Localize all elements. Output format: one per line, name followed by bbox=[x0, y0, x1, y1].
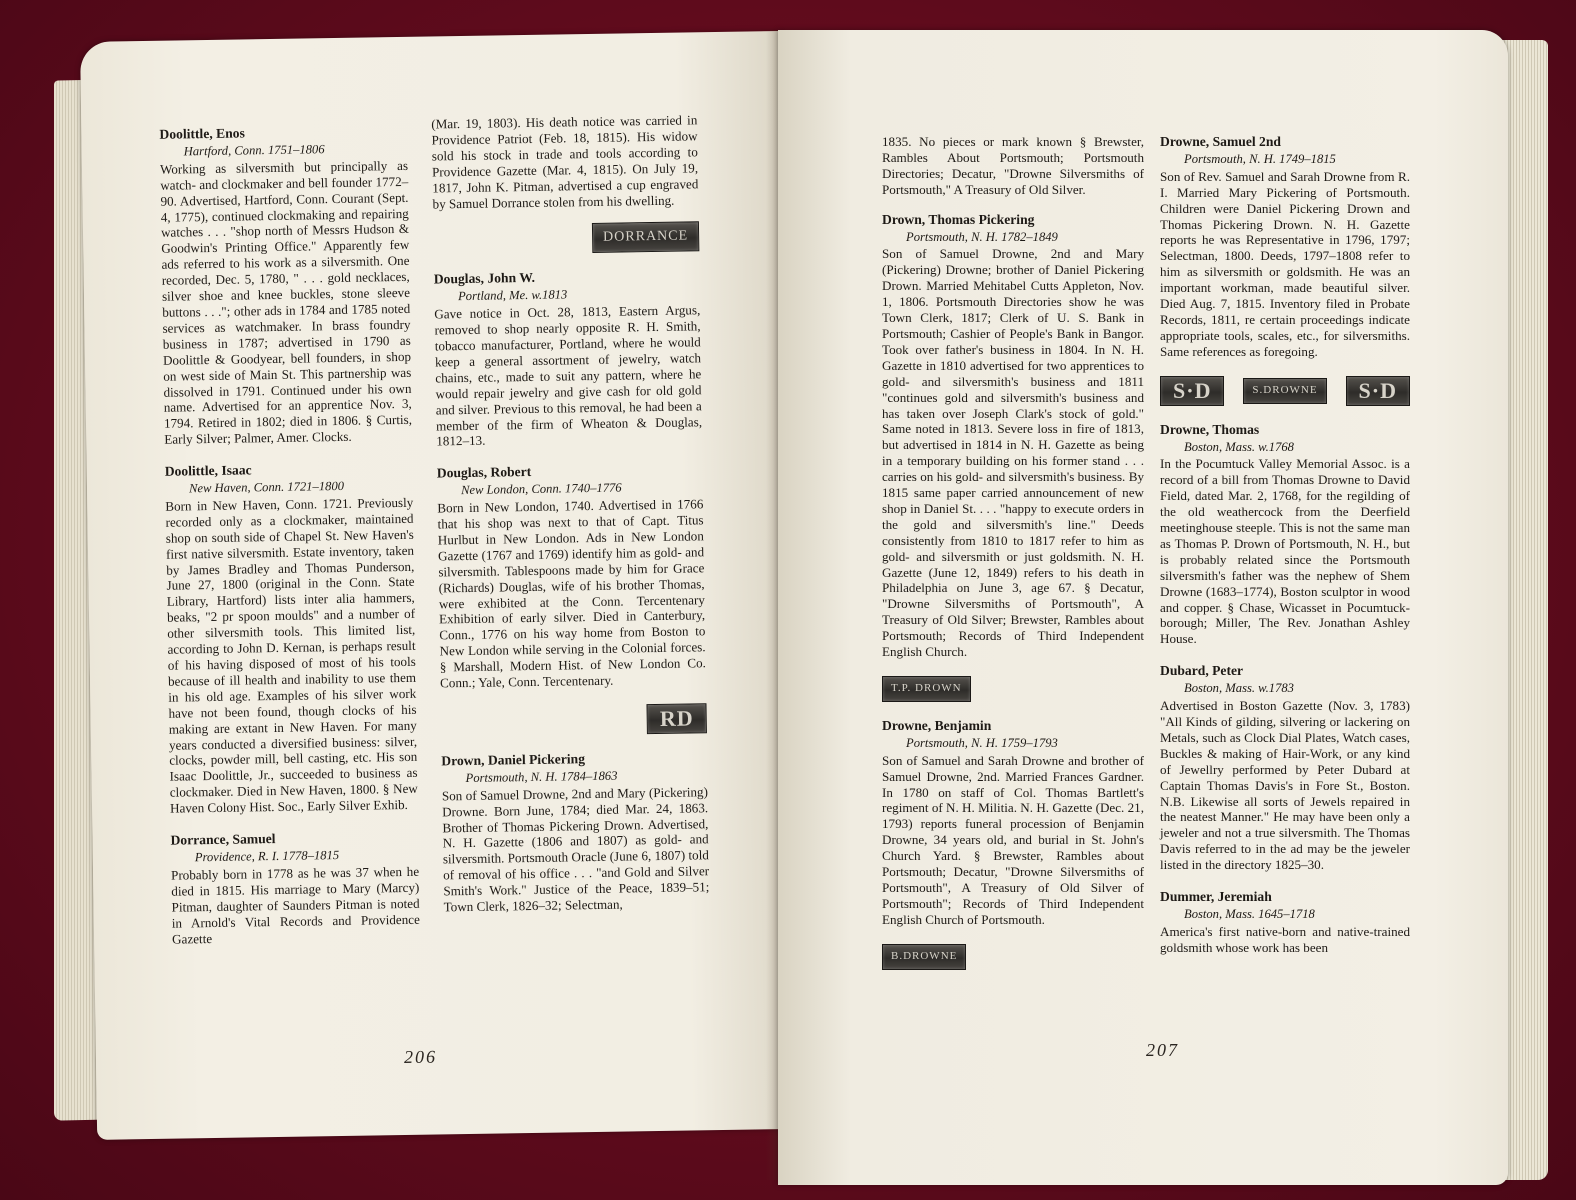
entry-place: Boston, Mass. 1645–1718 bbox=[1184, 906, 1315, 921]
entry-douglas-john-w bbox=[434, 268, 703, 450]
hallmark-rd: RD bbox=[647, 703, 707, 734]
entry-place: Boston, Mass. w.1783 bbox=[1184, 681, 1294, 696]
right-page-column-2 bbox=[1160, 134, 1410, 972]
entry-drowne-samuel-2nd bbox=[1160, 134, 1410, 360]
entry-body: Born in New London, 1740. Advertised in 1766 that his shop was next to that of Capt. Titus Hurlbut in New London. Ads in New London Gazette (1767 and 1769) identify him as gold- and silversmith. Tablespoons made by him for Grace (Richards) Douglas, wife of his brother Thomas, were exhibited at the Conn. Tercentenary Exhibition of early silver. Died in Canterbury, Conn., 1776 on his way home from Boston to New London while serving in the Colonial forces. § Marshall, Modern Hist. of New London Co. Conn.; Yale, Conn. Tercentenary. bbox=[437, 496, 706, 691]
left-page-column-2 bbox=[431, 112, 710, 931]
entry-name: Drowne, Benjamin bbox=[882, 717, 992, 733]
entry-name: Dorrance, Samuel bbox=[170, 831, 276, 848]
left-page bbox=[80, 31, 797, 1140]
entry-place: New London, Conn. 1740–1776 bbox=[460, 480, 622, 498]
entry-place: Portsmouth, N. H. 1759–1793 bbox=[906, 735, 1058, 750]
entry-name: Dummer, Jeremiah bbox=[1160, 889, 1272, 905]
left-page-column-1 bbox=[159, 123, 420, 963]
entry-body: In the Pocumtuck Valley Memorial Assoc. is a record of a bill from Thomas Drowne to David Field, dated Mar. 2, 1768, for the regilding of the old weathercock from the Deerfield meetinghouse steeple. This is not the same man as Thomas P. Drown of Portsmouth, N. H., but is probably related since the Portsmouth silversmith's father was the nephew of Shem Drowne (1683–1774), Boston sculptor in wood and copper. § Chase, Wicasset in Pocumtuck-borough; Miller, The Rev. Jonathan Ashley House. bbox=[1160, 456, 1410, 647]
hallmark-row bbox=[882, 944, 1144, 970]
entry-name: Drowne, Thomas bbox=[1160, 421, 1260, 437]
hallmark-sd: S·D bbox=[1346, 376, 1410, 406]
entry-name: Drowne, Samuel 2nd bbox=[1160, 134, 1281, 149]
page-number-right: 207 bbox=[1146, 1040, 1179, 1060]
hallmark-s-drowne: S.DROWNE bbox=[1243, 378, 1326, 404]
right-page bbox=[778, 30, 1508, 1185]
entry-place: Boston, Mass. w.1768 bbox=[1184, 439, 1294, 454]
entry-name: Doolittle, Enos bbox=[159, 125, 245, 142]
entry-name: Dubard, Peter bbox=[1160, 663, 1244, 679]
hallmark-row bbox=[882, 676, 1144, 702]
entry-doolittle-isaac bbox=[165, 460, 419, 817]
entry-place: Portsmouth, N. H. 1782–1849 bbox=[906, 229, 1058, 244]
entry-place: New Haven, Conn. 1721–1800 bbox=[188, 478, 345, 496]
entry-place: Hartford, Conn. 1751–1806 bbox=[183, 142, 325, 159]
entry-place: Portsmouth, N. H. 1784–1863 bbox=[465, 768, 618, 785]
entry-body: Advertised in Boston Gazette (Nov. 3, 1783) "All Kinds of gilding, silvering or lackering on Metals, such as Clock Dial Plates, Watch cases, Buckles & making of Hair-Work, or any kind of Jewellry performed by Peter Dubard at Captain Thomas Davis's in Fore St., Boston. N.B. Likewise all sorts of Jewels repaired in the neatest Manner." He may have been only a jeweler and not a true silversmith. The Thomas Davis referred to in the ad may be the jeweler listed in the directory 1825–30. bbox=[1160, 698, 1410, 873]
drown-daniel-continuation: 1835. No pieces or mark known § Brewster, Rambles About Portsmouth; Portsmouth Directories; Decatur, "Drowne Silversmiths of Portsmouth," A Treasury of Old Silver. bbox=[882, 134, 1144, 197]
hallmark-row bbox=[433, 222, 699, 256]
hallmark-sd: S·D bbox=[1160, 376, 1224, 406]
entry-body: Son of Samuel and Sarah Drowne and brother of Samuel Drowne, 2nd. Married Frances Gardner. In 1780 on staff of Col. Thomas Bartlett's regiment of N. H. Militia. N. H. Gazette (Dec. 21, 1793) reports funeral procession of Benjamin Drowne, 34 years old, and burial in St. John's Church Yard. § Brewster, Rambles about Portsmouth; Decatur, "Drowne Silversmiths of Portsmouth", A Treasury of Old Silver of Portsmouth"; Records of Third Independent English Church of Portsmouth. bbox=[882, 752, 1144, 927]
entry-body: Born in New Haven, Conn. 1721. Previously recorded only as a clockmaker, maintained shop on south side of Chapel St. New Haven's first native silversmith. Estate inventory, taken by James Bradley and Thomas Punderson, June 27, 1800 (original in the Conn. State Library, Hartford) lists inter alia hammers, beaks, "2 pr spoon moulds" and a number of other silversmith tools. This limited list, according to John D. Kernan, is perhaps result of his having disposed of most of his tools because of ill health and inability to use them in his old age. Examples of his silver work have not been found, though clocks of his making are extant in New Haven. For many years conducted a diversified business: silver, clocks, powder mill, bell casting, etc. His son Isaac Doolittle, Jr., succeeded to business as clockmaker. Died in New Haven, 1800. § New Haven Colony Hist. Soc., Early Silver Exhib. bbox=[165, 494, 418, 816]
entry-name: Douglas, John W. bbox=[433, 270, 536, 287]
entry-drowne-benjamin bbox=[882, 718, 1144, 928]
hallmark-tp-drown: T.P. DROWN bbox=[882, 676, 971, 702]
entry-name: Drown, Thomas Pickering bbox=[882, 211, 1035, 227]
entry-body: Son of Rev. Samuel and Sarah Drowne from R. I. Married Mary Pickering of Portsmouth. Children were Daniel Pickering Drown and Thomas Pickering Drown. N. H. Gazette reports he was Representative in 1796, 1797; Selectman, 1800. Deeds, 1797–1808 refer to him as silversmith or goldsmith. He was an important workman, made beautiful silver. Died Aug. 7, 1815. Inventory filed in Probate Records, 1811, re certain proceedings indicate appropriate tools, scales, etc., for silversmiths. Same references as foregoing. bbox=[1160, 168, 1410, 359]
hallmark-b-drowne: B.DROWNE bbox=[882, 944, 966, 970]
entry-drowne-thomas bbox=[1160, 422, 1410, 648]
page-number-left: 206 bbox=[403, 1046, 438, 1068]
entry-body: Gave notice in Oct. 28, 1813, Eastern Argus, removed to shop nearly opposite R. H. Smith, tobacco manufacturer, Portland, where he would keep a general assortment of jewelry, watch chains, etc., made to suit any pattern, where he would repair jewelry and give cash for old gold and silver. Previous to this removal, he had been a member of the firm of Wheaton & Douglas, 1812–13. bbox=[434, 302, 703, 449]
entry-name: Drown, Daniel Pickering bbox=[441, 751, 586, 769]
entry-place: Portsmouth, N. H. 1749–1815 bbox=[1184, 151, 1336, 166]
entry-dummer-jeremiah bbox=[1160, 889, 1410, 956]
entry-dorrance-samuel bbox=[170, 829, 420, 947]
entry-name: Doolittle, Isaac bbox=[164, 462, 252, 479]
entry-body: Working as silversmith but principally as watch- and clockmaker and bell founder 1772–90. Advertised, Hartford, Conn. Courant (Sept. 4, 1775), continued clockmaking and repairing watches . . . "shop north of Messrs Hudson & Goodwin's Printing Office." Apparently few ads referred to his work as a silversmith. One recorded, Dec. 5, 1780, " . . . gold necklaces, silver shoe and knee buckles, stone sleeve buttons . . ."; other ads in 1784 and 1785 noted services as watchmaker. In brass foundry business in 1787; advertised in 1790 as Doolittle & Goodyear, bell founders, in shop on west side of Main St. This partnership was dissolved in 1791. Continued under his own name. Advertised for an apprentice Nov. 3, 1794. Retired in 1802; died in 1806. § Curtis, Early Silver; Palmer, Amer. Clocks. bbox=[159, 157, 413, 447]
entry-body: America's first native-born and native-trained goldsmith whose work has been bbox=[1160, 923, 1410, 955]
entry-body: Probably born in 1778 as he was 37 when he died in 1815. His marriage to Mary (Marcy) Pitman, daughter of Saunders Pitman is noted in Arnold's Vital Records and Providence Gazette bbox=[170, 863, 420, 947]
right-page-column-1 bbox=[882, 134, 1144, 986]
entry-drown-thomas-pickering bbox=[882, 212, 1144, 660]
entry-place: Portland, Me. w.1813 bbox=[457, 287, 568, 304]
entry-dubard-peter bbox=[1160, 663, 1410, 873]
hallmark-row bbox=[440, 703, 706, 737]
hallmark-row bbox=[1160, 376, 1410, 406]
entry-drown-daniel-pickering bbox=[441, 749, 710, 915]
hallmark-dorrance: DORRANCE bbox=[592, 222, 699, 254]
entry-body: Son of Samuel Drowne, 2nd and Mary (Pickering) Drowne; brother of Daniel Pickering Drown. Married Mehitabel Cutts Appleton, Nov. 1, 1806. Portsmouth Directories show he was Town Clerk, 1817; Clerk of U. S. Bank in Portsmouth; Cashier of People's Bank in Bangor. Took over father's business in 1804. In N. H. Gazette in 1810 advertised for two apprentices to gold- and silversmith's business and 1811 "continues gold and silversmith's business and has taken over Joseph Clark's stock of gold." Same noted in 1813. Severe loss in fire of 1813, but advertised in 1814 in N. H. Gazette as being in a temporary building on his former stand . . . carries on his gold- and silversmith's business. By 1815 same paper carried announcement of new shop in Daniel St. . . . "happy to execute orders in the gold and silversmith's line." Deeds consistently from 1810 to 1817 refer to him as gold- and silversmith or just goldsmith. N. H. Gazette (June 12, 1849) refers to his death in Philadelphia on June 3, age 67. § Decatur, "Drowne Silversmiths of Portsmouth", A Treasury of Old Silver; Brewster, Rambles about Portsmouth; Records of Third Independent English Church. bbox=[882, 246, 1144, 660]
entry-body: Son of Samuel Drowne, 2nd and Mary (Pickering) Drowne. Born June, 1784; died Mar. 24, 1863. Brother of Thomas Pickering Drown. Advertised, N. H. Gazette (1806 and 1807) as gold- and silversmith. Portsmouth Oracle (June 6, 1807) told of removal of his office . . . "and Gold and Silver Smith's Work." Justice of the Peace, 1839–51; Town Clerk, 1826–32; Selectman, bbox=[441, 783, 710, 915]
entry-douglas-robert bbox=[437, 462, 707, 692]
entry-doolittle-enos bbox=[159, 123, 412, 448]
entry-place: Providence, R. I. 1778–1815 bbox=[194, 847, 340, 865]
dorrance-continuation: (Mar. 19, 1803). His death notice was carried in Providence Patriot (Feb. 18, 1815). His widow sold his stock in trade and tools according to Providence Gazette (Mar. 4, 1815). On July 19, 1817, John K. Pitman, advertised a cup engraved by Samuel Dorrance stolen from his dwelling. bbox=[431, 112, 699, 212]
entry-name: Douglas, Robert bbox=[436, 464, 532, 481]
